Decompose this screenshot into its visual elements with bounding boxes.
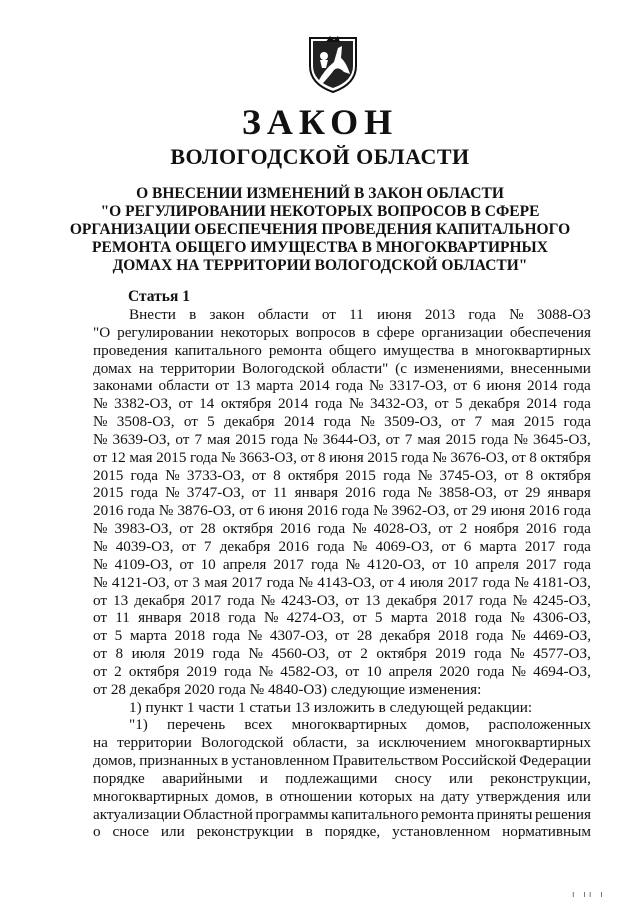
- page-scan-marks: ı ıı ı: [572, 890, 606, 900]
- body-line: порядке аварийными и подлежащими сносу или реконструкции,: [93, 769, 591, 787]
- subtitle-line: О ВНЕСЕНИИ ИЗМЕНЕНИЙ В ЗАКОН ОБЛАСТИ: [136, 185, 504, 202]
- subtitle-line: ОРГАНИЗАЦИИ ОБЕСПЕЧЕНИЯ ПРОВЕДЕНИЯ КАПИТАЛЬНОГО: [69, 221, 571, 238]
- article-heading: Статья 1: [128, 288, 190, 305]
- body-line: от 2 октября 2019 года № 4582-ОЗ, от 10 апреля 2020 года № 4694-ОЗ,: [93, 662, 591, 680]
- body-line: на территории Вологодской области, за исключением многоквартирных: [93, 734, 591, 752]
- body-line: законами области от 13 марта 2014 года № 3317-ОЗ, от 6 июня 2014 года: [93, 377, 591, 395]
- coat-of-arms-icon: [304, 32, 362, 94]
- body-line: 2016 года № 3876-ОЗ, от 6 июня 2016 года № 3962-ОЗ, от 29 июня 2016 года: [93, 502, 591, 520]
- body-line: домах на территории Вологодской области" (с изменениями, внесенными: [93, 359, 591, 377]
- body-line: "О регулировании некоторых вопросов в сфере организации обеспечения: [93, 323, 591, 341]
- law-subtitle: [0, 185, 640, 275]
- body-line: № 3382-ОЗ, от 14 октября 2014 года № 3432-ОЗ, от 5 декабря 2014 года: [93, 395, 591, 413]
- subtitle-line: "О РЕГУЛИРОВАНИИ НЕКОТОРЫХ ВОПРОСОВ В СФЕРЕ: [100, 203, 540, 220]
- body-line: многоквартирных домов, в отношении которых на дату утверждения или: [93, 787, 591, 805]
- body-line: 2015 года № 3747-ОЗ, от 11 января 2016 года № 3858-ОЗ, от 29 января: [93, 484, 591, 502]
- body-line: № 4121-ОЗ, от 3 мая 2017 года № 4143-ОЗ, от 4 июля 2017 года № 4181-ОЗ,: [93, 573, 591, 591]
- body-line: 1) пункт 1 части 1 статьи 13 изложить в следующей редакции:: [129, 698, 533, 716]
- body-line: от 8 июля 2019 года № 4560-ОЗ, от 2 октября 2019 года № 4577-ОЗ,: [93, 645, 591, 663]
- body-line: № 3508-ОЗ, от 5 декабря 2014 года № 3509-ОЗ, от 7 мая 2015 года: [93, 413, 591, 431]
- body-line: № 4109-ОЗ, от 10 апреля 2017 года № 4120-ОЗ, от 10 апреля 2017 года: [93, 555, 591, 573]
- body-line: № 3639-ОЗ, от 7 мая 2015 года № 3644-ОЗ, от 7 мая 2015 года № 3645-ОЗ,: [93, 430, 591, 448]
- subtitle-line: ДОМАХ НА ТЕРРИТОРИИ ВОЛОГОДСКОЙ ОБЛАСТИ": [112, 257, 528, 274]
- body-line: от 5 марта 2018 года № 4307-ОЗ, от 28 декабря 2018 года № 4469-ОЗ,: [93, 627, 591, 645]
- body-line: актуализации Областной программы капитального ремонта приняты решения: [93, 805, 591, 823]
- body-line: Внести в закон области от 11 июня 2013 года № 3088-ОЗ: [129, 306, 591, 323]
- body-line: о сносе или реконструкции в порядке, установленном нормативным: [93, 823, 591, 841]
- body-line: от 13 декабря 2017 года № 4243-ОЗ, от 13 декабря 2017 года № 4245-ОЗ,: [93, 591, 591, 609]
- body-line: от 28 декабря 2020 года № 4840-ОЗ) следующие изменения:: [93, 680, 482, 698]
- body-line: проведения капитального ремонта общего имущества в многоквартирных: [93, 341, 591, 359]
- body-line: от 12 мая 2015 года № 3663-ОЗ, от 8 июня 2015 года № 3676-ОЗ, от 8 октября: [93, 448, 591, 466]
- subtitle-line: РЕМОНТА ОБЩЕГО ИМУЩЕСТВА В МНОГОКВАРТИРНЫХ: [92, 239, 548, 256]
- region-title: ВОЛОГОДСКОЙ ОБЛАСТИ: [170, 144, 470, 169]
- body-line: "1) перечень всех многоквартирных домов, расположенных: [129, 716, 591, 734]
- body-line: № 3983-ОЗ, от 28 октября 2016 года № 4028-ОЗ, от 2 ноября 2016 года: [93, 520, 591, 538]
- body-line: № 4039-ОЗ, от 7 декабря 2016 года № 4069-ОЗ, от 6 марта 2017 года: [93, 537, 591, 555]
- body-line: от 11 января 2018 года № 4274-ОЗ, от 5 марта 2018 года № 4306-ОЗ,: [93, 609, 591, 627]
- body-line: 2015 года № 3733-ОЗ, от 8 октября 2015 года № 3745-ОЗ, от 8 октября: [93, 466, 591, 484]
- article-body: [93, 306, 591, 841]
- document-type-title: ЗАКОН: [241, 102, 399, 142]
- body-line: домов, признанных в установленном Правительством Российской Федерации: [93, 752, 591, 770]
